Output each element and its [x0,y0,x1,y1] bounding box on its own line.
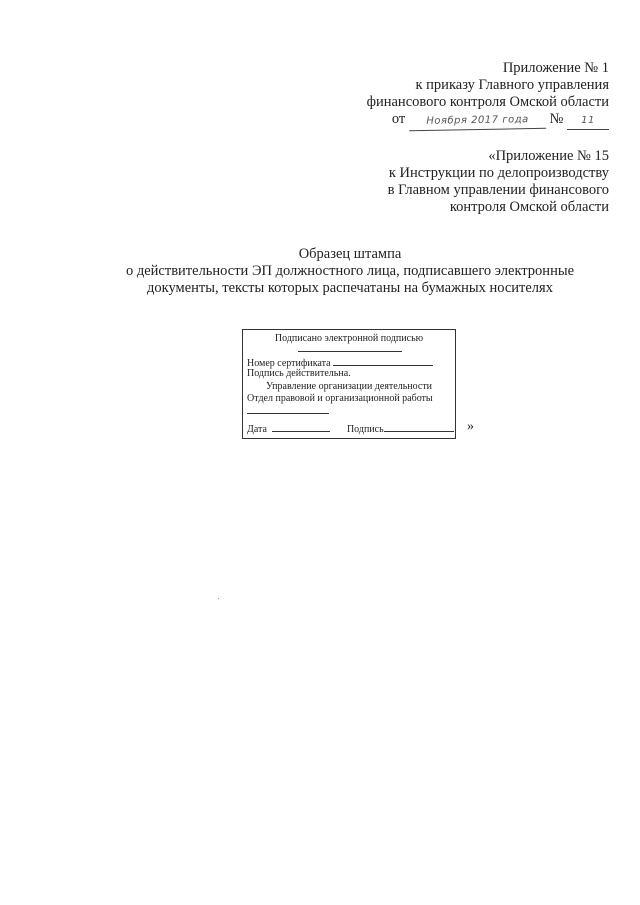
stamp-cert-field [333,356,433,366]
stamp-valid: Подпись действительна. [247,368,351,379]
title-line-2: о действительности ЭП должностного лица, подписавшего электронные [125,263,575,279]
stamp-department: Управление организации деятельности [265,381,433,392]
stamp-date-signature-row [247,422,454,436]
signature-stamp [242,329,456,439]
date-prefix: от [391,111,406,127]
appendix-1-order-line: к приказу Главного управления [415,77,609,93]
appendix-15-header [388,148,609,216]
closing-quote: » [467,419,474,434]
stamp-heading-underline [298,342,402,356]
handwritten-number: 11 [567,112,609,130]
appendix-1-authority-line: финансового контроля Омской области [366,94,609,110]
title-line-1: Образец штампа [298,246,402,262]
appendix-15-authority-line: в Главном управлении финансового [387,182,609,198]
appendix-15-title: «Приложение № 15 [488,148,609,164]
stamp-signature-label: Подпись [346,424,384,435]
stamp-name-underline [247,404,329,418]
stamp-cert-label: Номер сертификата [247,358,331,369]
stamp-division: Отдел правовой и организационной работы [247,393,433,404]
stamp-date-field [272,422,330,432]
document-title [0,246,640,297]
stamp-heading: Подписано электронной подписью [274,333,424,344]
appendix-15-instruction-line: к Инструкции по делопроизводству [388,165,609,181]
number-prefix: № [549,111,564,127]
title-line-3: документы, тексты которых распечатаны на бумажных носителях [147,280,553,296]
handwritten-date: Ноября 2017 года [409,111,546,131]
appendix-1-title: Приложение № 1 [502,60,609,76]
appendix-15-authority-line-2: контроля Омской области [449,199,609,215]
scan-speck [218,598,219,599]
appendix-1-header [367,60,609,130]
stamp-signature-field [384,422,454,432]
stamp-date-label: Дата [247,424,267,435]
appendix-1-date-line [367,111,609,130]
